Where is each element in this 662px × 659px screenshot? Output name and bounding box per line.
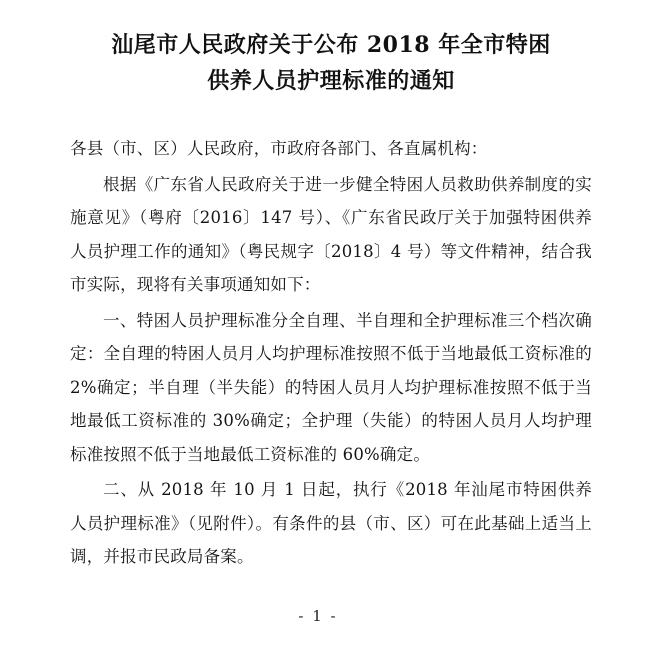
page-footer	[0, 606, 662, 625]
paragraph-basis: 根据《广东省人民政府关于进一步健全特困人员救助供养制度的实施意见》（粤府〔2016〕147 号）、《广东省民政厅关于加强特困供养人员护理工作的通知》（粤民规字〔2018〕4 号）等文件精神，结合我市实际，现将有关事项通知如下：	[70, 174, 592, 295]
paragraph-salutation: 各县（市、区）人民政府，市政府各部门、各直属机构：	[70, 139, 488, 159]
page-title-line-1: 汕尾市人民政府关于公布 2018 年全市特困	[111, 32, 551, 58]
paragraph-item-one: 一、特困人员护理标准分全自理、半自理和全护理标准三个档次确定：全自理的特困人员月人均护理标准按照不低于当地最低工资标准的 2%确定；半自理（半失能）的特困人员月人均护理标准按照不低于当地最低工资标准的 30%确定；全护理（失能）的特困人员月人均护理标准按照不低于当地最低工资标准的 60%确定。	[70, 310, 592, 464]
paragraph-item-two: 二、从 2018 年 10 月 1 日起，执行《2018 年汕尾市特困供养人员护理标准》（见附件）。有条件的县（市、区）可在此基础上适当上调，并报市民政局备案。	[70, 480, 592, 566]
page-title	[70, 0, 592, 98]
page-number: - 1 -	[298, 607, 338, 625]
document-body	[70, 132, 592, 573]
page-title-line-2: 供养人员护理标准的通知	[207, 68, 455, 95]
